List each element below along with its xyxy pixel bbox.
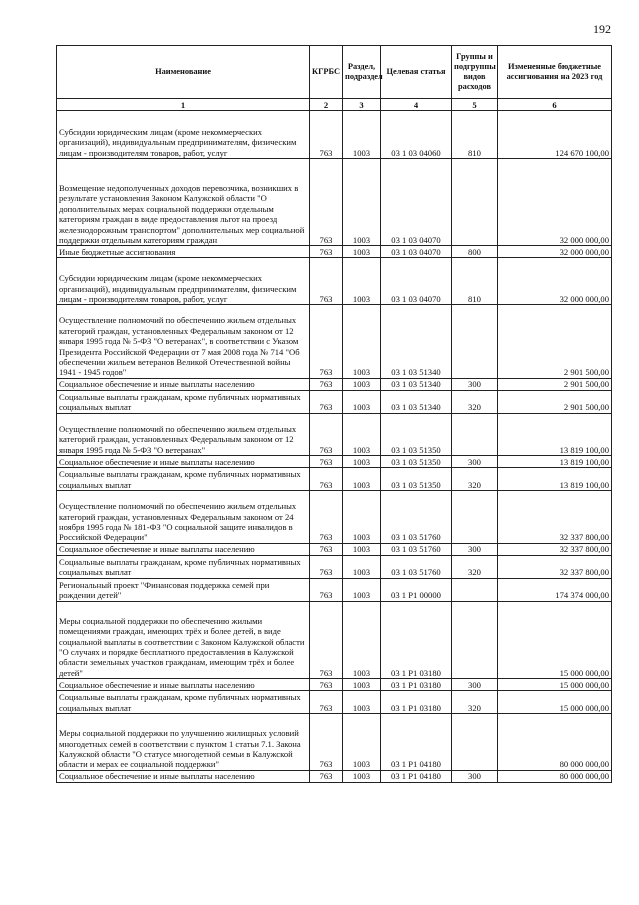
- cell-name: Меры социальной поддержки по обеспечению жилыми помещениями граждан, имеющих трёх и более детей, в виде социальной выплаты в соответствии с Законом Калужской области "О случаях и порядке бесплатного предоставления в Калужской области земельных участков гражданам, имеющим трёх и более детей": [57, 601, 310, 678]
- cell-target: 03 1 03 51760: [381, 491, 452, 544]
- cell-kgrbs: 763: [310, 378, 343, 390]
- cell-section: 1003: [343, 378, 381, 390]
- column-number: 5: [452, 99, 498, 111]
- cell-target: 03 1 P1 00000: [381, 578, 452, 601]
- cell-section: 1003: [343, 543, 381, 555]
- table-row: [57, 543, 612, 555]
- cell-name: Региональный проект "Финансовая поддержка семей при рождении детей": [57, 578, 310, 601]
- cell-amount: 13 819 100,00: [498, 468, 612, 491]
- table-row: [57, 468, 612, 491]
- header-kgrbs: КГРБС: [310, 46, 343, 99]
- cell-group: [452, 578, 498, 601]
- cell-section: 1003: [343, 578, 381, 601]
- cell-target: 03 1 03 51760: [381, 555, 452, 578]
- cell-amount: 2 901 500,00: [498, 390, 612, 413]
- cell-target: 03 1 P1 03180: [381, 679, 452, 691]
- cell-name: Социальные выплаты гражданам, кроме публичных нормативных социальных выплат: [57, 691, 310, 714]
- cell-group: 810: [452, 258, 498, 305]
- cell-name: Возмещение недополученных доходов перевозчика, возникших в результате установления Законом Калужской области "О дополнительных мерах социальной поддержки отдельным категориям граждан в виде предоставления льгот на проезд железнодорожным транспортом" дополнительных мер социальной поддержки отдельным категориям граждан: [57, 159, 310, 246]
- cell-section: 1003: [343, 555, 381, 578]
- table-row: [57, 691, 612, 714]
- cell-target: 03 1 03 51340: [381, 390, 452, 413]
- cell-section: 1003: [343, 491, 381, 544]
- cell-name: Социальные выплаты гражданам, кроме публичных нормативных социальных выплат: [57, 555, 310, 578]
- cell-group: 300: [452, 679, 498, 691]
- table-row: [57, 714, 612, 771]
- cell-name: Меры социальной поддержки по улучшению жилищных условий многодетных семей в соответствии с пунктом 1 статьи 7.1. Закона Калужской области "О статусе многодетной семьи в Калужской области и мерах ее социальной поддержки": [57, 714, 310, 771]
- cell-group: 800: [452, 246, 498, 258]
- cell-group: 320: [452, 390, 498, 413]
- cell-section: 1003: [343, 413, 381, 455]
- cell-group: [452, 413, 498, 455]
- table-row: [57, 305, 612, 378]
- cell-target: 03 1 03 04070: [381, 159, 452, 246]
- cell-group: 300: [452, 543, 498, 555]
- cell-target: 03 1 03 51350: [381, 413, 452, 455]
- column-number: 6: [498, 99, 612, 111]
- cell-section: 1003: [343, 468, 381, 491]
- cell-amount: 32 337 800,00: [498, 555, 612, 578]
- cell-kgrbs: 763: [310, 258, 343, 305]
- column-number-row: [57, 99, 612, 111]
- cell-name: Социальное обеспечение и иные выплаты населению: [57, 378, 310, 390]
- table-row: [57, 246, 612, 258]
- cell-name: Социальное обеспечение и иные выплаты населению: [57, 456, 310, 468]
- cell-group: [452, 305, 498, 378]
- budget-table: [56, 45, 612, 783]
- cell-section: 1003: [343, 601, 381, 678]
- cell-target: 03 1 03 51350: [381, 456, 452, 468]
- cell-amount: 32 000 000,00: [498, 246, 612, 258]
- table-row: [57, 456, 612, 468]
- column-number: 3: [343, 99, 381, 111]
- cell-section: 1003: [343, 111, 381, 159]
- cell-target: 03 1 P1 03180: [381, 691, 452, 714]
- table-row: [57, 578, 612, 601]
- cell-target: 03 1 P1 04180: [381, 714, 452, 771]
- cell-name: Социальное обеспечение и иные выплаты населению: [57, 543, 310, 555]
- header-name: Наименование: [57, 46, 310, 99]
- cell-amount: 32 337 800,00: [498, 543, 612, 555]
- cell-section: 1003: [343, 159, 381, 246]
- cell-kgrbs: 763: [310, 159, 343, 246]
- cell-amount: 15 000 000,00: [498, 601, 612, 678]
- cell-target: 03 1 03 04070: [381, 258, 452, 305]
- cell-amount: 174 374 000,00: [498, 578, 612, 601]
- table-row: [57, 413, 612, 455]
- table-row: [57, 601, 612, 678]
- cell-name: Социальное обеспечение и иные выплаты населению: [57, 770, 310, 782]
- table-row: [57, 770, 612, 782]
- cell-kgrbs: 763: [310, 111, 343, 159]
- cell-name: Иные бюджетные ассигнования: [57, 246, 310, 258]
- cell-name: Осуществление полномочий по обеспечению жильем отдельных категорий граждан, установленных Федеральным законом от 12 января 1995 года № 5-ФЗ "О ветеранах": [57, 413, 310, 455]
- header-section: Раздел, подраздел: [343, 46, 381, 99]
- cell-target: 03 1 P1 03180: [381, 601, 452, 678]
- cell-name: Социальные выплаты гражданам, кроме публичных нормативных социальных выплат: [57, 468, 310, 491]
- cell-group: [452, 714, 498, 771]
- cell-group: 300: [452, 378, 498, 390]
- cell-kgrbs: 763: [310, 468, 343, 491]
- cell-amount: 15 000 000,00: [498, 691, 612, 714]
- cell-target: 03 1 03 51760: [381, 543, 452, 555]
- cell-kgrbs: 763: [310, 543, 343, 555]
- table-row: [57, 390, 612, 413]
- cell-target: 03 1 03 51340: [381, 378, 452, 390]
- cell-name: Субсидии юридическим лицам (кроме некоммерческих организаций), индивидуальным предпринимателям, физическим лицам - производителям товаров, работ, услуг: [57, 111, 310, 159]
- cell-kgrbs: 763: [310, 714, 343, 771]
- cell-section: 1003: [343, 305, 381, 378]
- cell-kgrbs: 763: [310, 390, 343, 413]
- cell-target: 03 1 03 04060: [381, 111, 452, 159]
- cell-group: [452, 491, 498, 544]
- cell-section: 1003: [343, 679, 381, 691]
- table-row: [57, 491, 612, 544]
- cell-amount: 15 000 000,00: [498, 679, 612, 691]
- cell-amount: 13 819 100,00: [498, 456, 612, 468]
- cell-amount: 124 670 100,00: [498, 111, 612, 159]
- cell-target: 03 1 P1 04180: [381, 770, 452, 782]
- cell-group: 810: [452, 111, 498, 159]
- header-target: Целевая статья: [381, 46, 452, 99]
- cell-group: 320: [452, 555, 498, 578]
- cell-group: 320: [452, 468, 498, 491]
- cell-amount: 80 000 000,00: [498, 770, 612, 782]
- column-number: 4: [381, 99, 452, 111]
- cell-kgrbs: 763: [310, 413, 343, 455]
- cell-amount: 2 901 500,00: [498, 378, 612, 390]
- cell-name: Социальное обеспечение и иные выплаты населению: [57, 679, 310, 691]
- cell-amount: 32 000 000,00: [498, 159, 612, 246]
- cell-section: 1003: [343, 258, 381, 305]
- cell-amount: 80 000 000,00: [498, 714, 612, 771]
- cell-section: 1003: [343, 770, 381, 782]
- cell-group: [452, 601, 498, 678]
- cell-kgrbs: 763: [310, 555, 343, 578]
- table-header-row: [57, 46, 612, 99]
- cell-kgrbs: 763: [310, 305, 343, 378]
- cell-group: [452, 159, 498, 246]
- table-row: [57, 258, 612, 305]
- cell-group: 320: [452, 691, 498, 714]
- column-number: 2: [310, 99, 343, 111]
- cell-amount: 32 000 000,00: [498, 258, 612, 305]
- cell-group: 300: [452, 456, 498, 468]
- cell-kgrbs: 763: [310, 679, 343, 691]
- cell-target: 03 1 03 51350: [381, 468, 452, 491]
- cell-section: 1003: [343, 390, 381, 413]
- cell-section: 1003: [343, 691, 381, 714]
- cell-kgrbs: 763: [310, 691, 343, 714]
- cell-kgrbs: 763: [310, 246, 343, 258]
- cell-group: 300: [452, 770, 498, 782]
- table-row: [57, 679, 612, 691]
- cell-amount: 32 337 800,00: [498, 491, 612, 544]
- header-group: Группы и подгруппы видов расходов: [452, 46, 498, 99]
- cell-name: Социальные выплаты гражданам, кроме публичных нормативных социальных выплат: [57, 390, 310, 413]
- column-number: 1: [57, 99, 310, 111]
- cell-section: 1003: [343, 714, 381, 771]
- cell-target: 03 1 03 04070: [381, 246, 452, 258]
- cell-kgrbs: 763: [310, 770, 343, 782]
- cell-name: Субсидии юридическим лицам (кроме некоммерческих организаций), индивидуальным предпринимателям, физическим лицам - производителям товаров, работ, услуг: [57, 258, 310, 305]
- table-row: [57, 378, 612, 390]
- cell-section: 1003: [343, 246, 381, 258]
- cell-amount: 13 819 100,00: [498, 413, 612, 455]
- cell-kgrbs: 763: [310, 456, 343, 468]
- cell-kgrbs: 763: [310, 491, 343, 544]
- cell-target: 03 1 03 51340: [381, 305, 452, 378]
- header-amount: Измененные бюджетные ассигнования на 2023 год: [498, 46, 612, 99]
- table-row: [57, 159, 612, 246]
- page-number: 192: [593, 22, 611, 36]
- cell-amount: 2 901 500,00: [498, 305, 612, 378]
- table-row: [57, 555, 612, 578]
- cell-name: Осуществление полномочий по обеспечению жильем отдельных категорий граждан, установленных Федеральным законом от 24 ноября 1995 года № 181-ФЗ "О социальной защите инвалидов в Российской Федерации": [57, 491, 310, 544]
- table-row: [57, 111, 612, 159]
- cell-name: Осуществление полномочий по обеспечению жильем отдельных категорий граждан, установленных Федеральным законом от 12 января 1995 года № 5-ФЗ "О ветеранах", в соответствии с Указом Президента Российской Федерации от 7 мая 2008 года № 714 "Об обеспечении жильем ветеранов Великой Отечественной войны 1941 - 1945 годов": [57, 305, 310, 378]
- cell-kgrbs: 763: [310, 578, 343, 601]
- cell-section: 1003: [343, 456, 381, 468]
- cell-kgrbs: 763: [310, 601, 343, 678]
